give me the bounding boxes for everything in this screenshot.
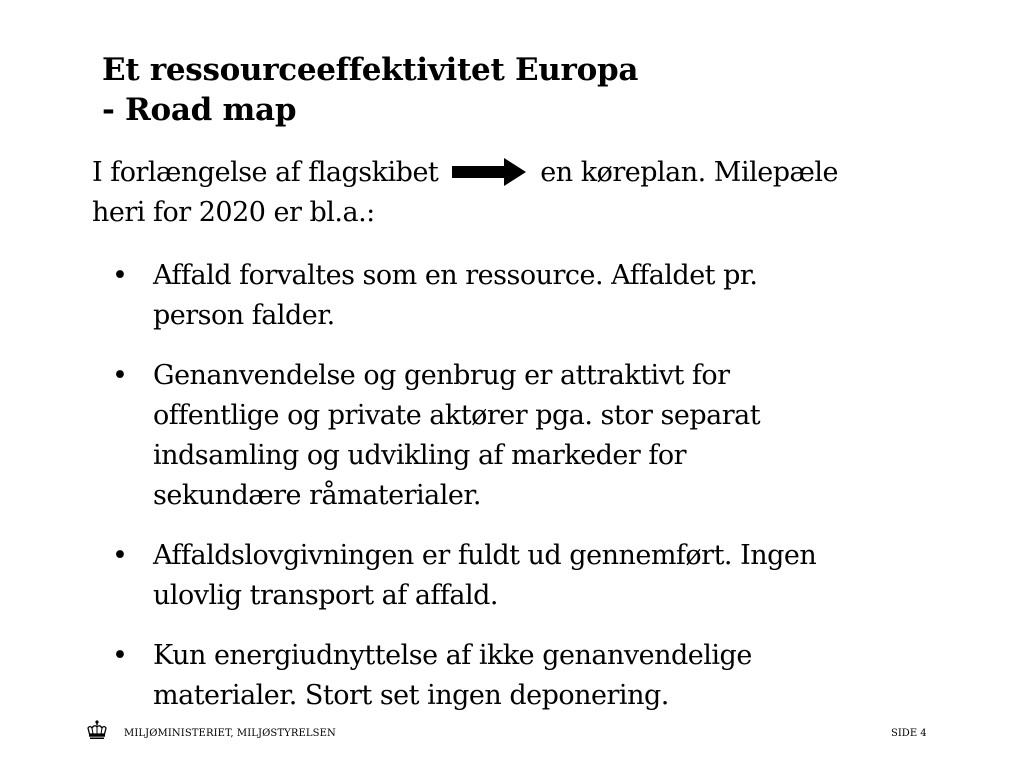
list-item-line: indsamling og udvikling af markeder for	[153, 440, 686, 471]
list-item	[112, 636, 972, 716]
footer-organization: MILJØMINISTERIET, MILJØSTYRELSEN	[124, 728, 336, 739]
intro-paragraph	[92, 153, 952, 233]
list-item-line: offentlige og private aktører pga. stor separat	[153, 400, 761, 431]
milestone-list	[112, 256, 972, 736]
list-item	[112, 536, 972, 616]
bullet-icon: •	[112, 260, 128, 291]
list-item-line: Kun energiudnyttelse af ikke genanvendelige	[153, 640, 752, 671]
intro-text-after-arrow: en køreplan. Milepæle	[540, 157, 838, 188]
list-item	[112, 256, 972, 336]
intro-line-2: heri for 2020 er bl.a.:	[92, 197, 375, 228]
list-item	[112, 356, 972, 516]
list-item-line: person falder.	[153, 300, 335, 331]
list-item-line: materialer. Stort set ingen deponering.	[153, 680, 669, 711]
bullet-icon: •	[112, 640, 128, 671]
intro-text-before-arrow: I forlængelse af flagskibet	[92, 157, 439, 188]
list-item-line: sekundære råmaterialer.	[153, 480, 481, 511]
title-line-2: - Road map	[102, 92, 297, 128]
title-line-1: Et ressourceeffektivitet Europa	[102, 52, 639, 88]
page-number: SIDE 4	[891, 728, 927, 739]
bullet-icon: •	[112, 540, 128, 571]
list-item-line: Affald forvaltes som en ressource. Affaldet pr.	[153, 260, 758, 291]
slide-footer	[0, 716, 1024, 746]
right-arrow-icon	[452, 157, 526, 187]
crown-icon	[86, 720, 108, 740]
intro-line-1	[92, 153, 952, 193]
list-item-line: Affaldslovgivningen er fuldt ud gennemført. Ingen	[153, 540, 817, 571]
slide-title	[102, 50, 638, 130]
bullet-icon: •	[112, 360, 128, 391]
list-item-line: ulovlig transport af affald.	[153, 580, 499, 611]
list-item-line: Genanvendelse og genbrug er attraktivt for	[153, 360, 730, 391]
